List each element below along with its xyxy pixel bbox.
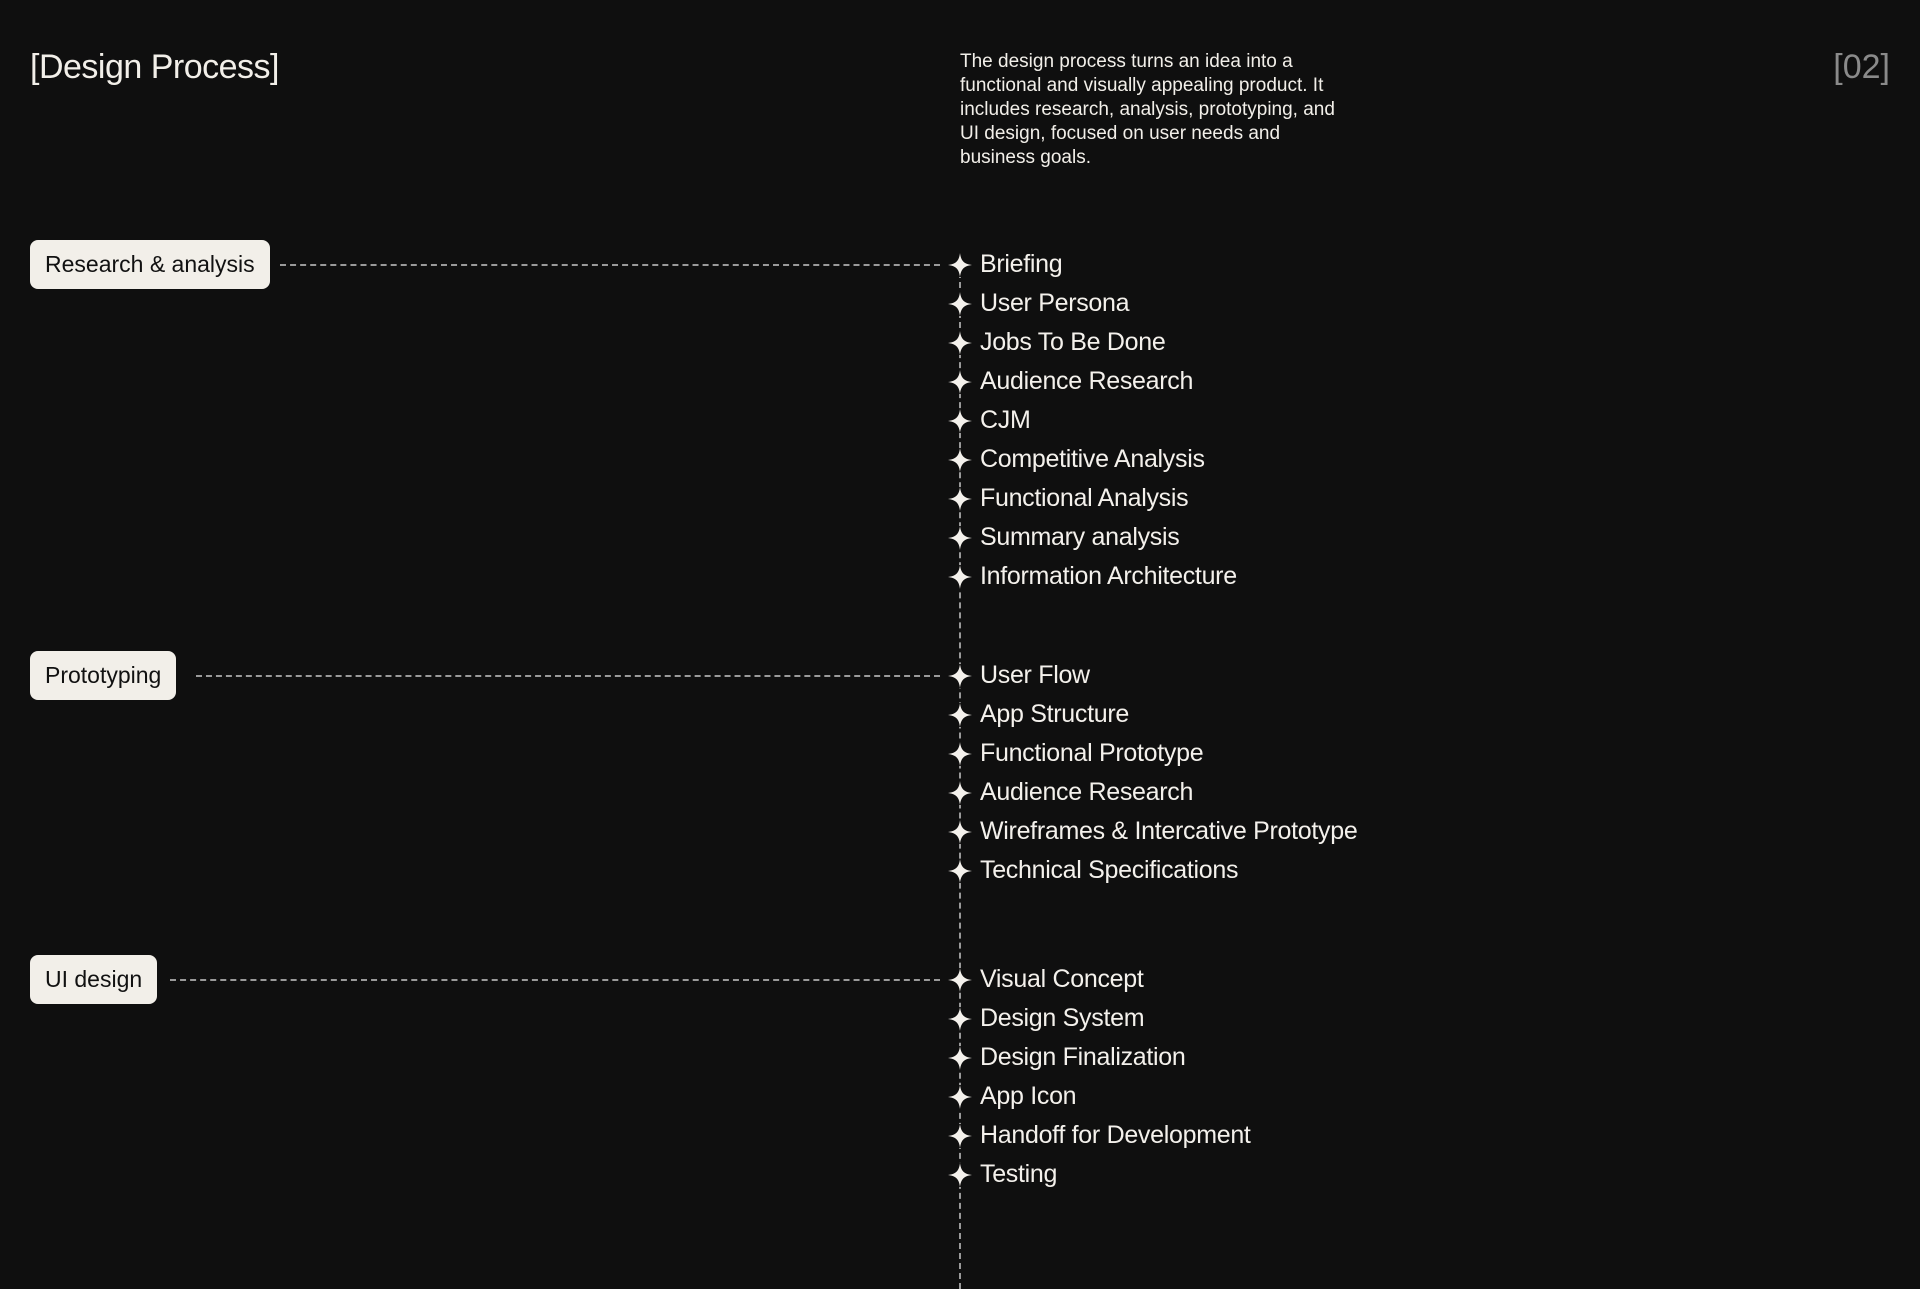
step-item: [948, 440, 1237, 479]
four-point-star-icon: [948, 370, 972, 394]
step-label: Jobs To Be Done: [980, 328, 1166, 356]
step-item: [948, 323, 1237, 362]
step-label: User Flow: [980, 661, 1090, 689]
phase-ui-design: [30, 955, 157, 1004]
four-point-star-icon: [948, 968, 972, 992]
connector-prototyping: [196, 675, 940, 677]
step-label: Technical Specifications: [980, 856, 1239, 884]
step-label: Briefing: [980, 250, 1063, 278]
step-item: [948, 1116, 1251, 1155]
four-point-star-icon: [948, 331, 972, 355]
step-label: App Structure: [980, 700, 1129, 728]
step-label: Functional Prototype: [980, 739, 1204, 767]
step-label: Audience Research: [980, 367, 1194, 395]
step-item: [948, 999, 1251, 1038]
connector-ui-design: [170, 979, 940, 981]
page-title: [Design Process]: [30, 48, 279, 86]
four-point-star-icon: [948, 487, 972, 511]
step-label: CJM: [980, 406, 1031, 434]
four-point-star-icon: [948, 526, 972, 550]
four-point-star-icon: [948, 292, 972, 316]
phase-research-analysis: [30, 240, 270, 289]
step-item: [948, 812, 1357, 851]
phase-label-ui-design: UI design: [30, 955, 157, 1004]
step-label: Information Architecture: [980, 562, 1237, 590]
step-item: [948, 1155, 1251, 1194]
four-point-star-icon: [948, 859, 972, 883]
steps-research-analysis: [948, 245, 1237, 596]
phase-label-research-analysis: Research & analysis: [30, 240, 270, 289]
phase-label-prototyping: Prototyping: [30, 651, 176, 700]
step-item: [948, 245, 1237, 284]
four-point-star-icon: [948, 703, 972, 727]
step-label: Testing: [980, 1160, 1058, 1188]
four-point-star-icon: [948, 1163, 972, 1187]
steps-prototyping: [948, 656, 1357, 890]
step-item: [948, 851, 1357, 890]
four-point-star-icon: [948, 664, 972, 688]
phase-prototyping: [30, 651, 176, 700]
step-item: [948, 773, 1357, 812]
connector-research-analysis: [280, 264, 940, 266]
step-item: [948, 1038, 1251, 1077]
step-item: [948, 284, 1237, 323]
steps-ui-design: [948, 960, 1251, 1194]
four-point-star-icon: [948, 1007, 972, 1031]
four-point-star-icon: [948, 1046, 972, 1070]
intro-text: The design process turns an idea into a functional and visually appealing product. It includes research, analysis, prototyping, and UI design, focused on user needs and business goals.: [960, 51, 1335, 168]
step-label: Handoff for Development: [980, 1121, 1251, 1149]
step-item: [948, 1077, 1251, 1116]
four-point-star-icon: [948, 820, 972, 844]
step-item: [948, 960, 1251, 999]
step-label: Functional Analysis: [980, 484, 1189, 512]
step-label: Wireframes & Intercative Prototype: [980, 817, 1358, 845]
step-item: [948, 362, 1237, 401]
four-point-star-icon: [948, 409, 972, 433]
step-label: Visual Concept: [980, 965, 1144, 993]
step-item: [948, 479, 1237, 518]
page-number: [02]: [1833, 48, 1890, 86]
four-point-star-icon: [948, 448, 972, 472]
step-item: [948, 557, 1237, 596]
four-point-star-icon: [948, 781, 972, 805]
step-label: User Persona: [980, 289, 1130, 317]
step-label: Summary analysis: [980, 523, 1180, 551]
step-label: Audience Research: [980, 778, 1194, 806]
step-label: Design System: [980, 1004, 1145, 1032]
step-label: Competitive Analysis: [980, 445, 1205, 473]
four-point-star-icon: [948, 253, 972, 277]
step-item: [948, 656, 1357, 695]
step-item: [948, 734, 1357, 773]
four-point-star-icon: [948, 565, 972, 589]
step-item: [948, 695, 1357, 734]
four-point-star-icon: [948, 1085, 972, 1109]
step-label: Design Finalization: [980, 1043, 1186, 1071]
step-item: [948, 518, 1237, 557]
step-item: [948, 401, 1237, 440]
step-label: App Icon: [980, 1082, 1077, 1110]
four-point-star-icon: [948, 742, 972, 766]
four-point-star-icon: [948, 1124, 972, 1148]
